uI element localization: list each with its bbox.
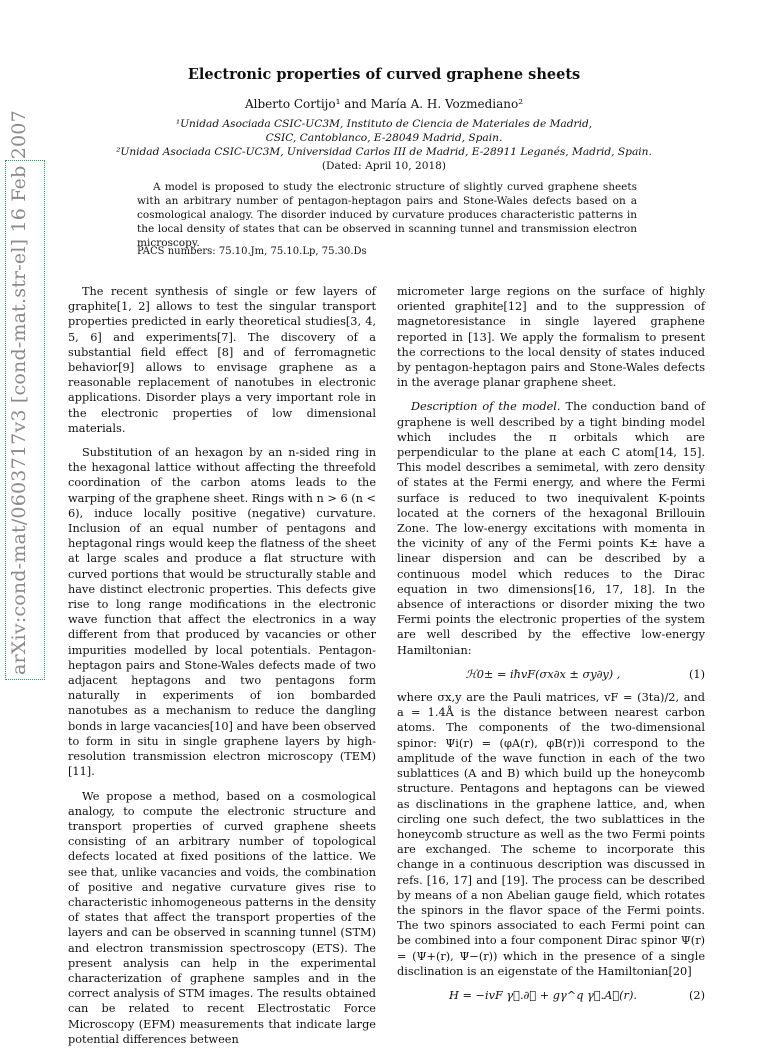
intro-paragraph-2: Substitution of an hexagon by an n-sided ring in the hexagonal lattice without affecting the threefold coordination of the carbon atoms leads to the warping of the graphene sheet. Rings with n > 6 (n < 6), induce locally positive (negative) curvature. Inclusion of an equal number of pentagons and heptagonal rings would keep the flatness of the sheet at large scales and produce a flat structure with curved portions that would be structurally stable and have distinct electronic properties. This defects give rise to long range modifications in the electronic wave function that affect the electronics in a way different from that produced by vacancies or other impurities modelled by local potentials. Pentagon-heptagon pairs and Stone-Wales defects made of two adjacent heptagons and two pentagons form naturally in experiments of ion bombarded nanotubes as a mechanism to reduce the dangling bonds in large vacancies[10] and have been observed to form in situ in single graphene layers by high-resolution transmission electron microscopy (TEM)[11]. xyxy=(68,446,376,779)
equation-1-number: (1) xyxy=(688,667,705,681)
affiliation-1-line-2: CSIC, Cantoblanco, E-28049 Madrid, Spain. xyxy=(265,132,503,144)
left-column xyxy=(68,284,376,1056)
model-description-paragraph xyxy=(397,399,705,657)
abstract: A model is proposed to study the electronic structure of slightly curved graphene sheets with an arbitrary number of pentagon-heptagon pairs and Stone-Wales defects based on a cosmological analogy. The disorder induced by curvature produces characteristic patterns in the local density of states that can be observed in scanning tunnel and transmission electron microscopy. xyxy=(137,181,637,249)
equation-2-body: H = −ivF γ⃗.∂⃗ + gγ^q γ⃗.A⃗(r). xyxy=(449,988,637,1002)
equation-1 xyxy=(397,667,705,682)
date-line: (Dated: April 10, 2018) xyxy=(321,160,447,172)
intro-paragraph-3: We propose a method, based on a cosmological analogy, to compute the electronic structure and transport properties of curved graphene sheets consisting of an arbitrary number of topological defects located at fixed positions of the lattice. We see that, unlike vacancies and voids, the combination of positive and negative curvature gives rise to characteristic inhomogeneous patterns in the density of states that affect the transport properties of the layers and can be observed in scanning tunnel (STM) and electron transmission spectroscopy (ETS). The present analysis can help in the experimental characterization of graphene samples and in the correct analysis of STM images. The results obtained can be related to recent Electrostatic Force Microscopy (EFM) measurements that indicate large potential differences between xyxy=(68,789,376,1046)
equation-1-body: ℋ0± = iħvF(σx∂x ± σy∂y) , xyxy=(465,667,621,681)
affiliation-1-line-1: ¹Unidad Asociada CSIC-UC3M, Instituto de Ciencia de Materiales de Madrid, xyxy=(175,118,593,130)
arxiv-identifier: arXiv:cond-mat/0603717v3 [cond-mat.str-el] 16 Feb 2007 xyxy=(8,110,30,675)
pacs-numbers: PACS numbers: 75.10.Jm, 75.10.Lp, 75.30.Ds xyxy=(137,246,367,257)
spinor-paragraph: where σx,y are the Pauli matrices, vF = (3ta)/2, and a = 1.4Å is the distance between nearest carbon atoms. The components of the two-dimensional spinor: Ψi(r) = (φA(r), φB(r))i correspond to the amplitude of the wave function in each of the two sublattices (A and B) which build up the honeycomb structure. Pentagons and heptagons can be viewed as disclinations in the graphene lattice, and, when circling one such defect, the two sublattices in the honeycomb structure as well as the two Fermi points are exchanged. The scheme to incorporate this change in a continuous description was discussed in refs. [16, 17] and [19]. The process can be described by means of a non Abelian gauge field, which rotates the spinors in the flavor space of the Fermi points. The two spinors associated to each Fermi point can be combined into a four component Dirac spinor Ψ(r) = (Ψ+(r), Ψ−(r)) which in the presence of a single disclination is an eigenstate of the Hamiltonian[20] xyxy=(397,691,705,978)
author-list: Alberto Cortijo¹ and María A. H. Vozmediano² xyxy=(244,97,524,111)
right-column xyxy=(397,284,705,1011)
equation-2-number: (2) xyxy=(688,988,705,1002)
continued-paragraph: micrometer large regions on the surface of highly oriented graphite[12] and to the suppression of magnetoresistance in single layered graphene reported in [13]. We apply the formalism to present the corrections to the local density of states induced by pentagon-heptagon pairs and Stone-Wales defects in the average planar graphene sheet. xyxy=(397,285,705,390)
section-run-in-heading: Description of the model. xyxy=(411,400,561,414)
intro-paragraph-1: The recent synthesis of single or few layers of graphite[1, 2] allows to test the singular transport properties predicted in early theoretical studies[3, 4, 5, 6] and experiments[7]. The discovery of a substantial field effect [8] and of ferromagnetic behavior[9] allows to envisage graphene as a reasonable replacement of nanotubes in electronic applications. Disorder plays a very important role in the electronic properties of low dimensional materials. xyxy=(68,285,376,435)
equation-2 xyxy=(397,988,705,1003)
paper-title: Electronic properties of curved graphene sheets xyxy=(187,66,581,83)
model-description-text: The conduction band of graphene is well described by a tight binding model which includes the π orbitals which are perpendicular to the plane at each C atom[14, 15]. This model describes a semimetal, with zero density of states at the Fermi energy, and where the Fermi surface is reduced to two inequivalent K-points located at the corners of the hexagonal Brillouin Zone. The low-energy excitations with momenta in the vicinity of any of the Fermi points K± have a linear dispersion and can be described by a continuous model which reduces to the Dirac equation in two dimensions[16, 17, 18]. In the absence of interactions or disorder mixing the two Fermi points the electronic properties of the system are well described by the effective low-energy Hamiltonian: xyxy=(397,400,705,657)
affiliation-2: ²Unidad Asociada CSIC-UC3M, Universidad Carlos III de Madrid, E-28911 Leganés, Madrid, Spain. xyxy=(116,146,652,158)
